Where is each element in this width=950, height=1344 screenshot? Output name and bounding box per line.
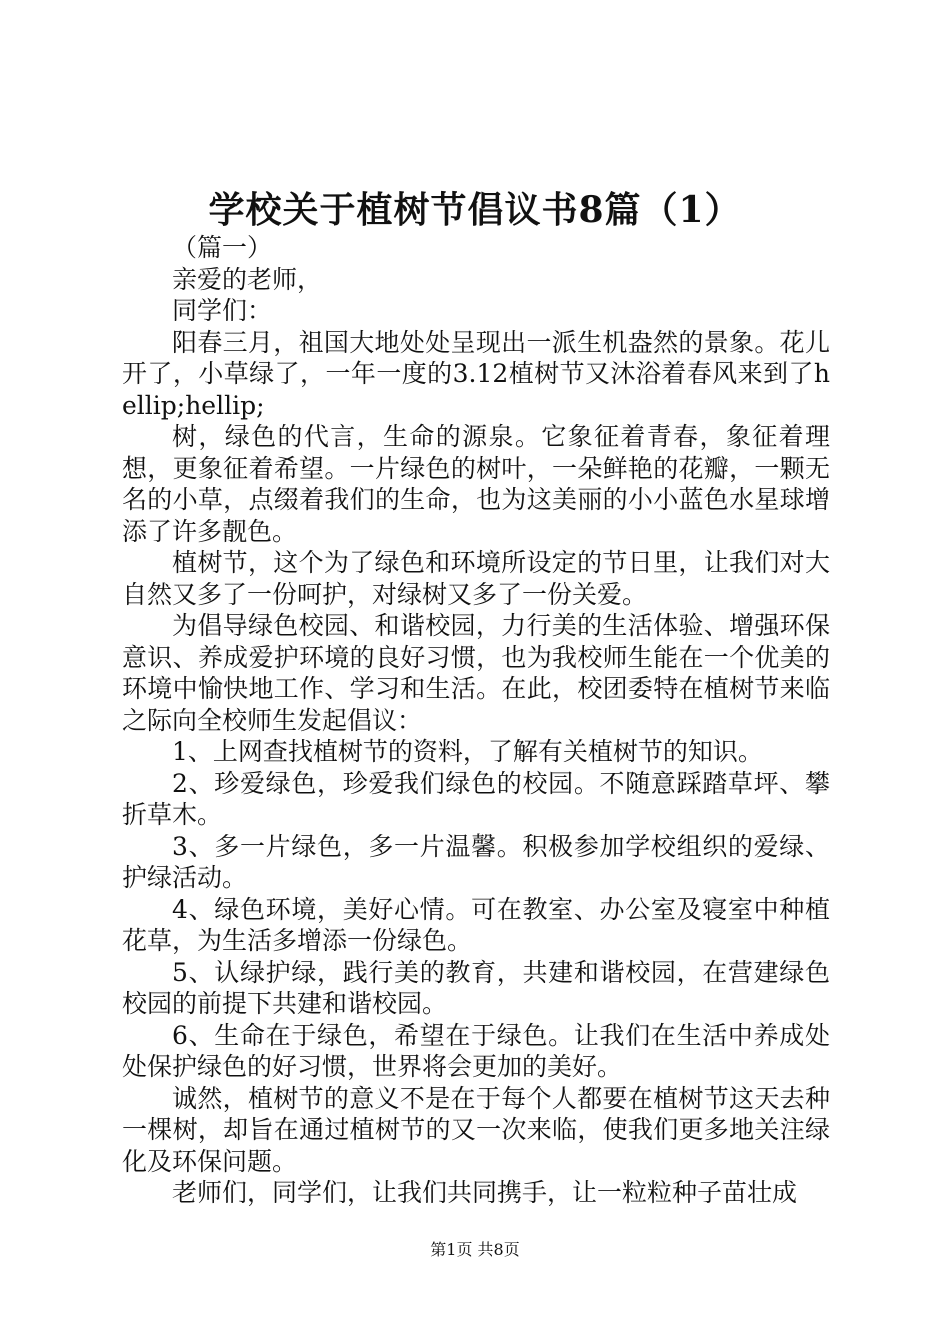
proposal-item: 4、绿色环境，美好心情。可在教室、办公室及寝室中种植花草，为生活多增添一份绿色。 xyxy=(122,894,830,955)
paragraph-salutation-students: 同学们： xyxy=(172,296,273,325)
page-number-footer: 第1页 共8页 xyxy=(430,1240,520,1259)
proposal-item: 5、认绿护绿，践行美的教育，共建和谐校园，在营建绿色校园的前提下共建和谐校园。 xyxy=(122,957,830,1018)
proposal-item: 3、多一片绿色，多一片温馨。积极参加学校组织的爱绿、护绿活动。 xyxy=(122,831,830,892)
proposal-item: 2、珍爱绿色，珍爱我们绿色的校园。不随意踩踏草坪、攀折草木。 xyxy=(122,768,830,829)
document-body xyxy=(122,232,830,1209)
paragraph: 植树节，这个为了绿色和环境所设定的节日里，让我们对大自然又多了一份呵护，对绿树又多了一份关爱。 xyxy=(122,548,830,609)
paragraph: 诚然，植树节的意义不是在于每个人都要在植树节这天去种一棵树，却旨在通过植树节的又一次来临，使我们更多地关注绿化及环保问题。 xyxy=(122,1083,830,1176)
paragraph: 老师们，同学们，让我们共同携手，让一粒粒种子苗壮成 xyxy=(172,1178,798,1207)
paragraph-section-label: （篇一） xyxy=(172,233,273,262)
paragraph: 为倡导绿色校园、和谐校园，力行美的生活体验、增强环保意识、养成爱护环境的良好习惯，也为我校师生能在一个优美的环境中愉快地工作、学习和生活。在此，校团委特在植树节来临之际向全校师生发起倡议： xyxy=(122,611,830,735)
document-title: 学校关于植树节倡议书8篇（1） xyxy=(208,189,742,231)
proposal-item: 1、上网查找植树节的资料，了解有关植树节的知识。 xyxy=(172,737,763,766)
paragraph: 树，绿色的代言，生命的源泉。它象征着青春，象征着理想，更象征着希望。一片绿色的树叶，一朵鲜艳的花瓣，一颗无名的小草，点缀着我们的生命，也为这美丽的小小蓝色水星球增添了许多靓色。 xyxy=(122,422,830,546)
proposal-item: 6、生命在于绿色，希望在于绿色。让我们在生活中养成处处保护绿色的好习惯，世界将会更加的美好。 xyxy=(122,1020,830,1081)
paragraph-salutation-teachers: 亲爱的老师， xyxy=(172,264,323,294)
paragraph: 阳春三月，祖国大地处处呈现出一派生机盎然的景象。花儿开了，小草绿了，一年一度的3.12植树节又沐浴着春风来到了hellip;hellip; xyxy=(122,327,830,420)
